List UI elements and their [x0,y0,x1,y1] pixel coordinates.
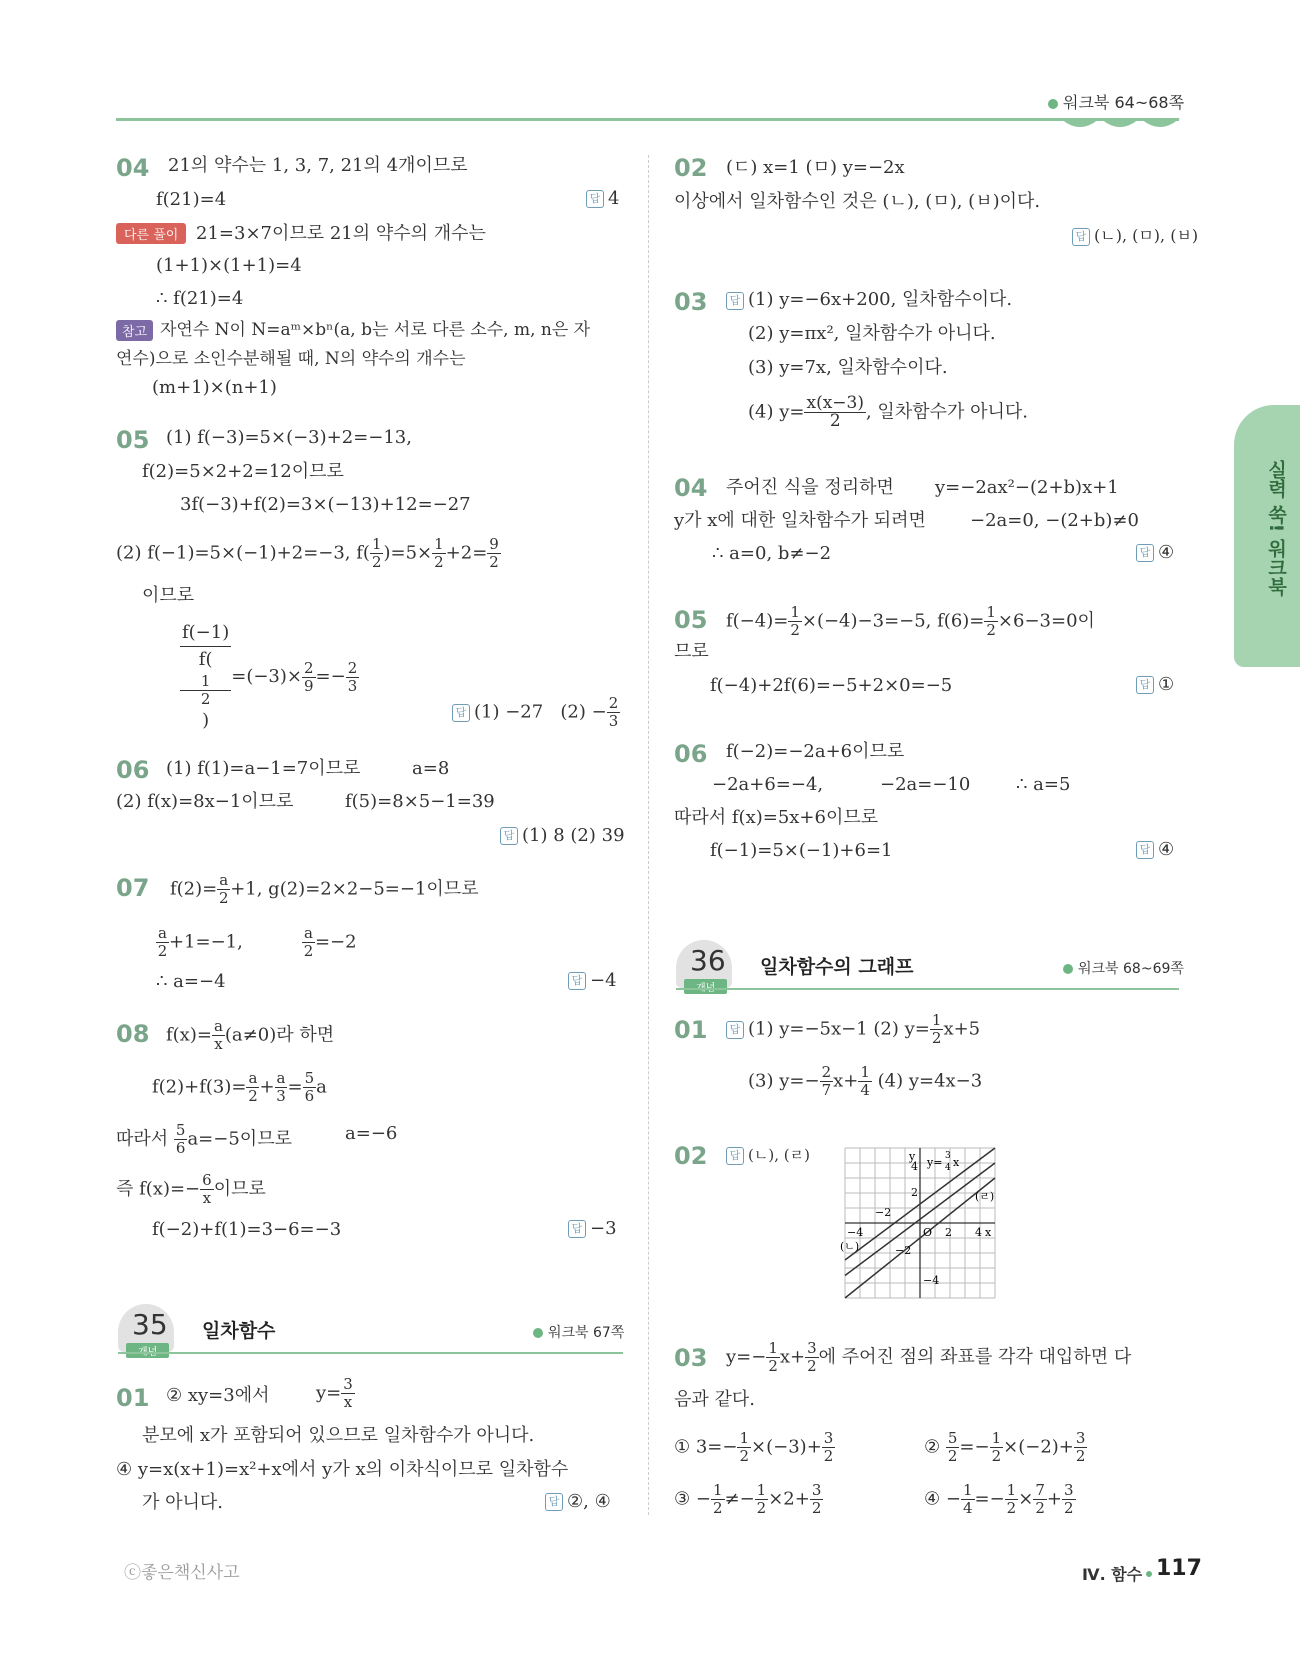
r-q05-line1: f(−4)= $\frac{1}{2}$ ×(−4)−3=−5, f(6)= $\frac{1}{2}$ ×6−3=0이 [726,603,1095,639]
svg-text:4: 4 [945,1163,951,1173]
q07-answer: 답 −4 [568,970,617,991]
s36q03-choice1: ① 3=− $\frac{1}{2}$ ×(−3)+ $\frac{3}{2}$ [674,1429,834,1465]
s36q01-line2: (3) y=− $\frac{2}{7}$ x+ $\frac{1}{4}$ (4) y=4x−3 [748,1063,983,1099]
svg-text:−2: −2 [895,1244,912,1257]
page-number: 117 [1156,1556,1202,1581]
answer-mark-icon: 답 [568,972,586,990]
copyright: ⓒ좋은책신사고 [124,1563,240,1583]
q04-number: 04 [116,154,150,182]
q05-line5: 이므로 [142,585,195,606]
r-q06-line3: 따라서 f(x)=5x+6이므로 [674,807,879,828]
q06-line2b: f(5)=8×5−1=39 [345,791,495,812]
svg-text:(ㄹ): (ㄹ) [975,1190,995,1203]
answer-mark-icon: 답 [726,1021,744,1039]
svg-text:−4: −4 [923,1274,940,1287]
svg-text:(ㄴ): (ㄴ) [840,1240,860,1253]
r-q06-answer: 답 ④ [1136,839,1174,860]
wave-decoration-icon [1060,118,1180,136]
r-q05-line3: f(−4)+2f(6)=−5+2×0=−5 [710,675,953,696]
q04-ref3: (m+1)×(n+1) [152,377,277,398]
s36q03-number: 03 [674,1344,708,1372]
linear-graph [840,1148,995,1298]
chapter-label: Ⅳ. 함수 [1082,1565,1143,1584]
q06-line1b: a=8 [412,758,450,779]
svg-text:x: x [985,1226,992,1239]
s36q03-choice3: ③ − $\frac{1}{2}$ ≠− $\frac{1}{2}$ ×2+ $\frac{3}{2}$ [674,1481,822,1517]
s35q01-line2: 분모에 x가 포함되어 있으므로 일차함수가 아니다. [142,1425,535,1446]
answer-mark-icon: 답 [1136,676,1154,694]
workbook-ref-header: 워크북 64~68쪽 [1048,90,1184,113]
section36-ref: 워크북 68~69쪽 [1063,958,1184,978]
q06-answer: 답 (1) 8 (2) 39 [500,825,625,846]
q07-line3: ∴ a=−4 [156,971,226,992]
q04-alt2: (1+1)×(1+1)=4 [156,255,302,276]
answer-mark-icon: 답 [568,1220,586,1238]
r-q06-line2b: −2a=−10 [880,774,971,795]
side-tab-label: 실력 쑥! 워크북 [1265,460,1287,596]
s36q03-line1: y=− $\frac{1}{2}$ x+ $\frac{3}{2}$ 에 주어진 점의 좌표를 각각 대입하면 다 [726,1339,1132,1375]
r-q04-line2a: y가 x에 대한 일차함수가 되려면 [674,510,926,531]
s35q01-answer: 답 ②, ④ [545,1491,611,1512]
header-rule [116,118,1179,121]
q08-line2: f(2)+f(3)= $\frac{a}{2}$ + $\frac{a}{3}$ = $\frac{5}{6}$ a [152,1069,327,1105]
r-q06-line2c: ∴ a=5 [1016,774,1071,795]
section36-number: 36 [690,944,726,977]
s35q01-line3: ④ y=x(x+1)=x²+x에서 y가 x의 이차식이므로 일차함수 [116,1459,569,1480]
svg-text:y=: y= [927,1156,943,1169]
q08-line3: 따라서 $\frac{5}{6}$ a=−5이므로 [116,1121,292,1157]
r-q05-number: 05 [674,606,708,634]
answer-mark-icon: 답 [726,1147,744,1165]
q05-number: 05 [116,426,150,454]
q06-line2: (2) f(x)=8x−1이므로 [116,791,294,812]
bullet-dot-icon [1048,99,1058,109]
q08-line3c: a=−6 [345,1123,398,1144]
q06-line1: (1) f(1)=a−1=7이므로 [166,758,361,779]
r-q06-line2a: −2a+6=−4, [712,774,824,795]
section36-rule [676,988,1179,990]
s35q01-number: 01 [116,1384,150,1412]
section36-label [684,979,727,994]
s36q02-number: 02 [674,1142,708,1170]
q04-line1: 21의 약수는 1, 3, 7, 21의 4개이므로 [168,155,468,176]
svg-text:y: y [909,1150,916,1163]
svg-text:−4: −4 [847,1226,864,1239]
r-q06-line4: f(−1)=5×(−1)+6=1 [710,840,893,861]
q04-alt1: 21=3×7이므로 21의 약수의 개수는 [196,223,486,244]
s36q01-number: 01 [674,1016,708,1044]
r-q04-line2b: −2a=0, −(2+b)≠0 [970,510,1139,531]
q05-line4: (2) f(−1)=5×(−1)+2=−3, f( $\frac{1}{2}$ )=5× $\frac{1}{2}$ +2= $\frac{9}{2}$ [116,535,499,571]
q05-line2: f(2)=5×2+2=12이므로 [142,461,344,482]
r-q03-mark [726,290,748,311]
r-q03-line1: (1) y=−6x+200, 일차함수이다. [748,289,1013,310]
q04-answer: 답 4 [586,188,619,209]
q08-line1: f(x)= $\frac{a}{x}$ (a≠0)라 하면 [166,1017,335,1053]
s36q03-choice4: ④ − $\frac{1}{4}$ =− $\frac{1}{2}$ × $\frac{7}{2}$ + $\frac{3}{2}$ [924,1481,1074,1517]
r-q03-number: 03 [674,288,708,316]
q05-line1: (1) f(−3)=5×(−3)+2=−13, [166,427,412,448]
r-q02-answer: 답 (ㄴ), (ㅁ), (ㅂ) [1072,223,1198,246]
r-q03-line3: (3) y=7x, 일차함수이다. [748,357,948,378]
r-q04-line1a: 주어진 식을 정리하면 [726,477,894,498]
q04-line2: f(21)=4 [156,189,227,210]
q07-line2: $\frac{a}{2}$ +1=−1, [157,924,243,960]
answer-mark-icon: 답 [1072,228,1090,246]
s36q03-choice2: ② $\frac{5}{2}$ =− $\frac{1}{2}$ ×(−2)+ $\frac{3}{2}$ [924,1429,1086,1465]
s35q01-line4: 가 아니다. [142,1492,223,1513]
section35-title: 일차함수 [202,1320,276,1342]
r-q04-answer: 답 ④ [1136,542,1174,563]
q08-line4: 즉 f(x)=− $\frac{6}{x}$ 이므로 [116,1171,266,1207]
q07-line1: f(2)= $\frac{a}{2}$ +1, g(2)=2×2−5=−1이므로 [170,871,479,907]
svg-text:4: 4 [911,1160,918,1173]
q08-number: 08 [116,1020,150,1048]
note-tag: 참고 [116,320,153,341]
svg-text:2: 2 [911,1186,918,1199]
r-q05-line2: 므로 [674,641,709,662]
q07-number: 07 [116,874,150,902]
q04-alt3: ∴ f(21)=4 [156,288,244,309]
bullet-dot-icon [533,1328,543,1338]
section35-label [126,1343,169,1358]
s35q01-line1b: y= $\frac{3}{x}$ [316,1375,353,1411]
q04-ref2: 연수)으로 소인수분해될 때, N의 약수의 개수는 [116,349,466,369]
section35-number: 35 [132,1308,168,1341]
r-q04-line1b: y=−2ax²−(2+b)x+1 [935,477,1119,498]
svg-text:4: 4 [975,1226,982,1239]
s36q01-line1: 답 (1) y=−5x−1 (2) y= $\frac{1}{2}$ x+5 [726,1012,980,1047]
svg-text:2: 2 [945,1226,952,1239]
r-q02-line1: (ㄷ) x=1 (ㅁ) y=−2x [726,157,905,178]
s36q02-answer: 답 (ㄴ), (ㄹ) [726,1144,810,1165]
svg-text:3: 3 [945,1151,951,1161]
q04-ref1: 자연수 N이 N=aᵐ×bⁿ(a, b는 서로 다른 소수, m, n은 자 [160,320,591,340]
answer-mark-icon: 답 [586,190,604,208]
svg-text:O: O [923,1226,933,1239]
answer-mark-icon: 답 [1136,544,1154,562]
bullet-dot-icon [1063,964,1073,974]
footer-dot-icon [1146,1571,1152,1577]
answer-mark-icon: 답 [726,292,744,310]
r-q06-line1: f(−2)=−2a+6이므로 [726,741,905,762]
s35q01-line1: ② xy=3에서 [166,1385,270,1406]
s36q03-line2: 음과 같다. [674,1389,755,1410]
r-q03-line2: (2) y=πx², 일차함수가 아니다. [748,323,996,344]
section35-ref: 워크북 67쪽 [533,1322,624,1342]
r-q04-line3: ∴ a=0, b≠−2 [712,543,832,564]
r-q02-line2: 이상에서 일차함수인 것은 (ㄴ), (ㅁ), (ㅂ)이다. [674,191,1041,212]
r-q03-line4: (4) y= $\frac{x(x-3)}{2}$ , 일차함수가 아니다. [748,393,1028,431]
q06-number: 06 [116,756,150,784]
r-q04-number: 04 [674,474,708,502]
answer-mark-icon: 답 [500,827,518,845]
q08-answer: 답 −3 [568,1218,617,1239]
section36-title: 일차함수의 그래프 [760,956,914,978]
svg-text:−2: −2 [875,1206,892,1219]
q07-line2b: $\frac{a}{2}$ =−2 [303,924,357,960]
svg-text:x: x [953,1156,960,1169]
q05-answer: 답 (1) −27 (2) − $\frac{2}{3}$ [452,695,620,730]
answer-mark-icon: 답 [1136,841,1154,859]
column-divider [648,155,649,1515]
q05-line6: f(−1) f( 1 2 ) =(−3)× $\frac{2}{9}$ =− $\frac{2}{3}$ [182,622,358,731]
r-q02-number: 02 [674,154,708,182]
q05-line3: 3f(−3)+f(2)=3×(−13)+12=−27 [180,494,471,515]
q08-line5: f(−2)+f(1)=3−6=−3 [152,1219,342,1240]
answer-mark-icon: 답 [452,704,470,722]
answer-mark-icon: 답 [545,1493,563,1511]
r-q06-number: 06 [674,740,708,768]
alt-solution-tag: 다른 풀이 [116,223,186,244]
section35-rule [118,1352,623,1354]
r-q05-answer: 답 ① [1136,674,1174,695]
